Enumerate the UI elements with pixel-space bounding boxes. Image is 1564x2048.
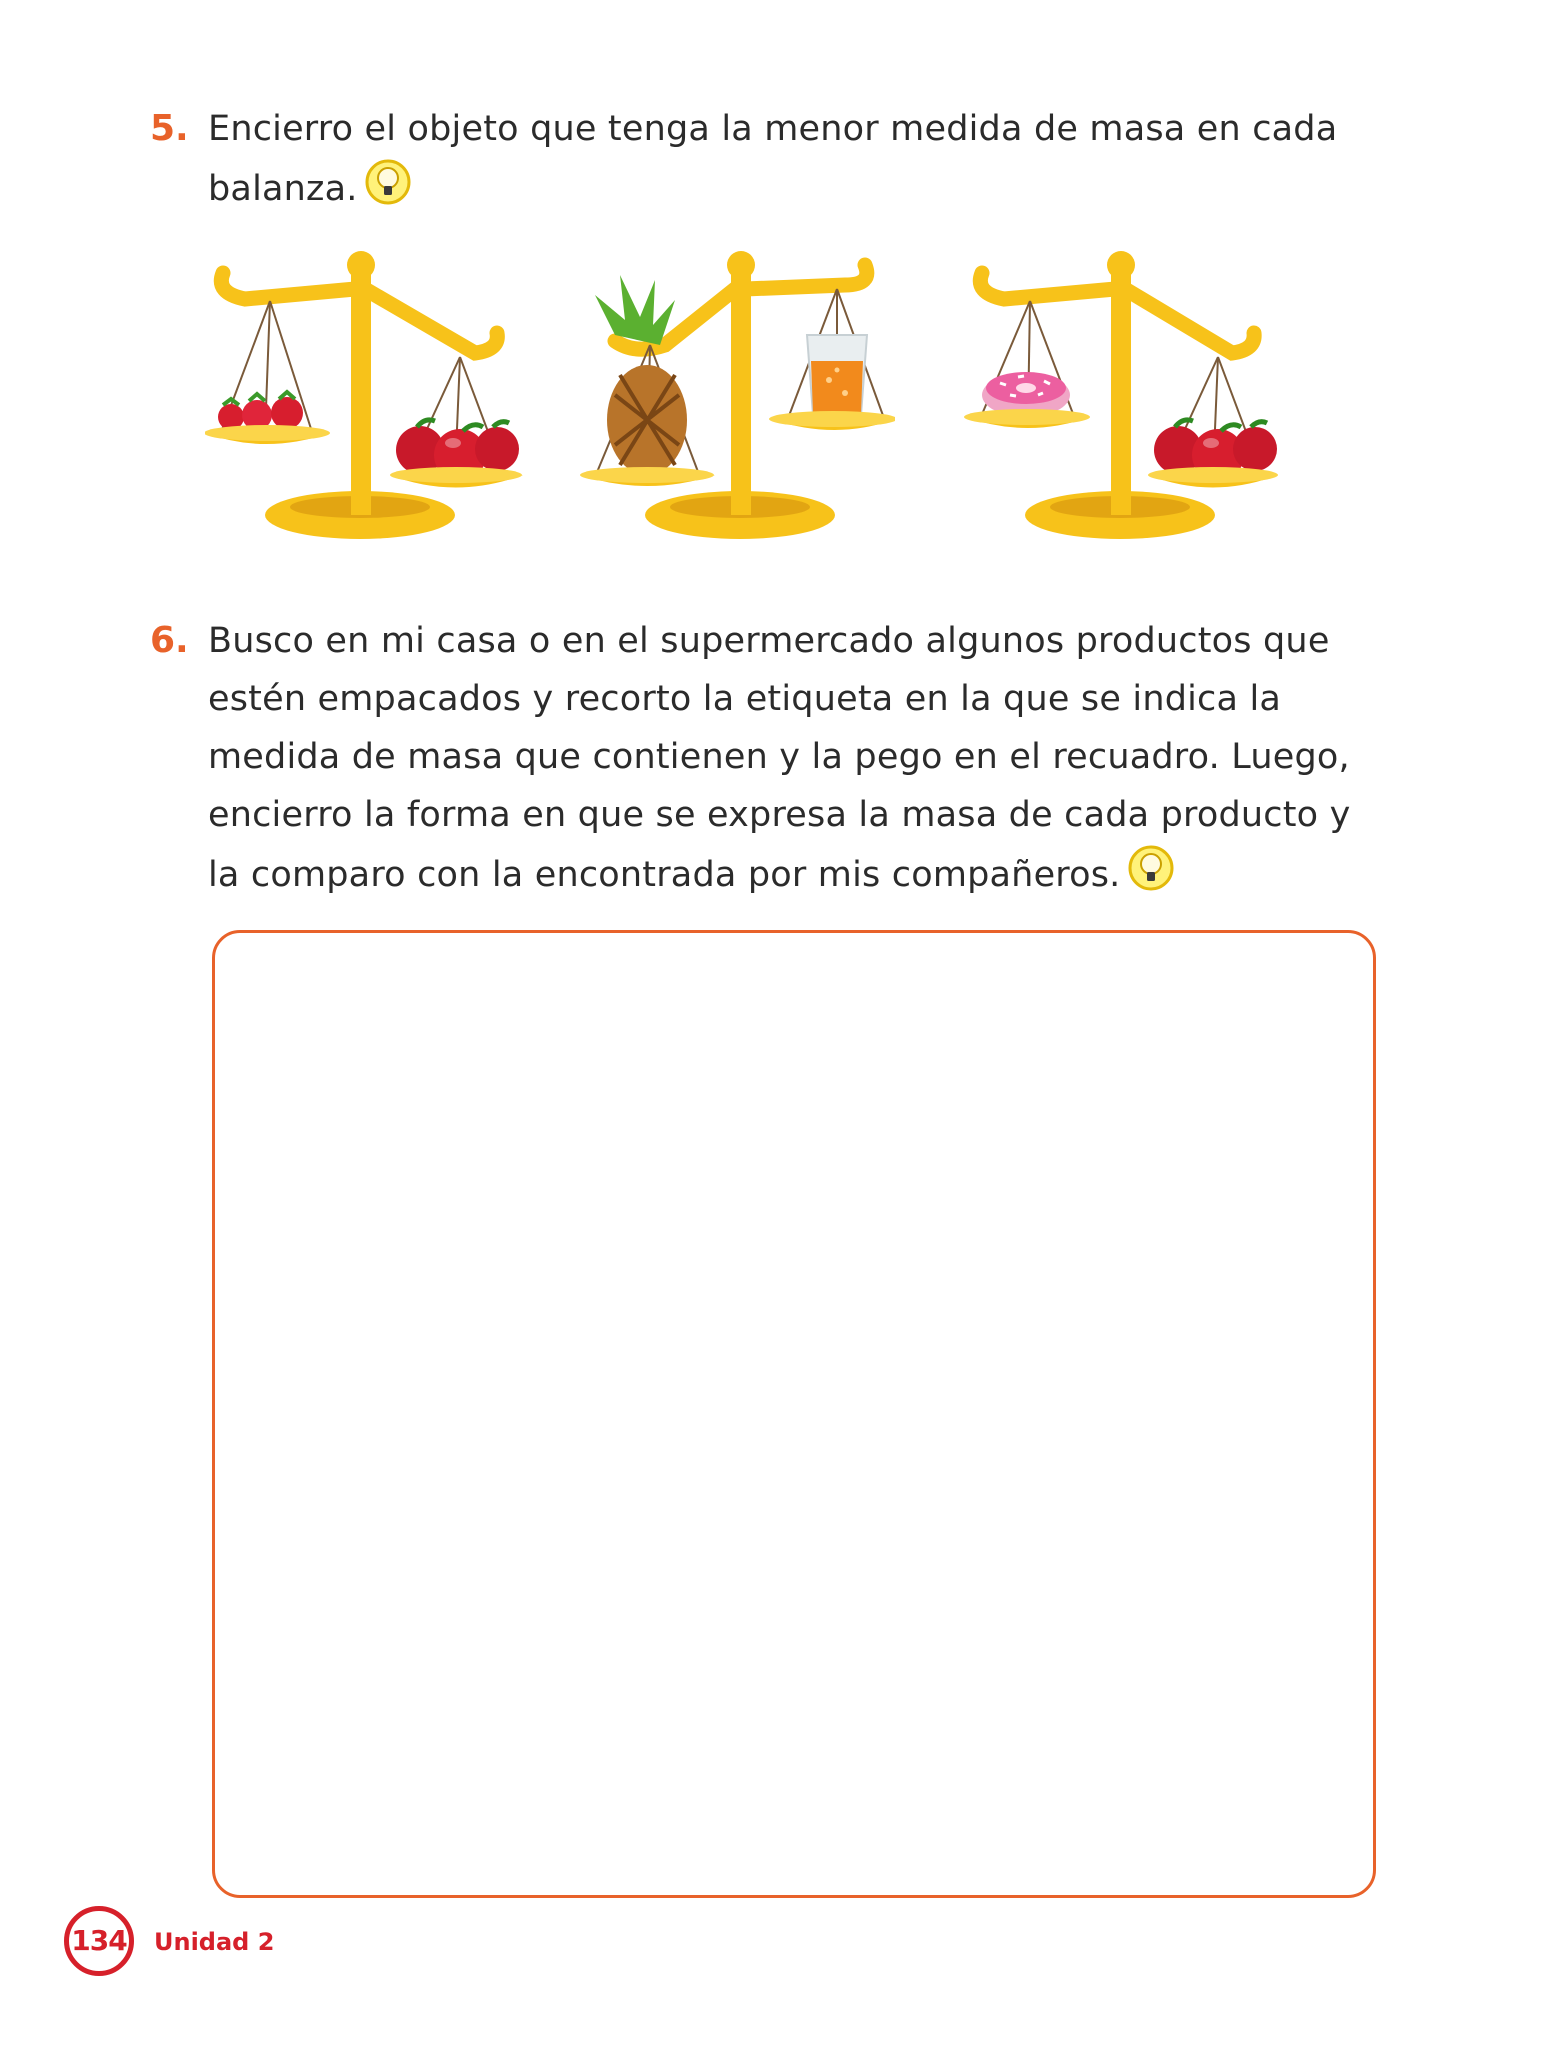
instruction-line: Busco en mi casa o en el supermercado algunos productos que <box>208 621 1330 661</box>
balance-scale <box>960 245 1280 545</box>
label-paste-area[interactable] <box>212 930 1376 1898</box>
exercise-number: 6. <box>150 620 189 661</box>
balance-scale <box>575 245 895 545</box>
instruction-line: estén empacados y recorto la etiqueta en la que se indica la <box>208 679 1282 719</box>
exercise-instructions <box>208 100 1370 218</box>
unit-label: Unidad 2 <box>154 1928 275 1956</box>
page-number-badge: 134 <box>64 1906 134 1976</box>
lightbulb-icon <box>364 158 412 206</box>
balance-scales-illustration <box>205 245 1305 545</box>
exercise-5 <box>150 100 1370 218</box>
instruction-line: Encierro el objeto que tenga la menor medida de masa en cada <box>208 109 1338 149</box>
instruction-line-with-hint <box>208 844 1370 904</box>
exercise-instructions <box>208 612 1370 904</box>
instruction-line: balanza. <box>208 169 358 209</box>
exercise-number: 5. <box>150 108 189 149</box>
balance-scale <box>205 245 525 545</box>
instruction-line: medida de masa que contienen y la pego en el recuadro. Luego, <box>208 737 1350 777</box>
instruction-line: la comparo con la encontrada por mis compañeros. <box>208 855 1121 895</box>
lightbulb-icon <box>1127 844 1175 892</box>
instruction-line-with-hint <box>208 158 1370 218</box>
instruction-line: encierro la forma en que se expresa la masa de cada producto y <box>208 795 1351 835</box>
exercise-6 <box>150 612 1370 904</box>
